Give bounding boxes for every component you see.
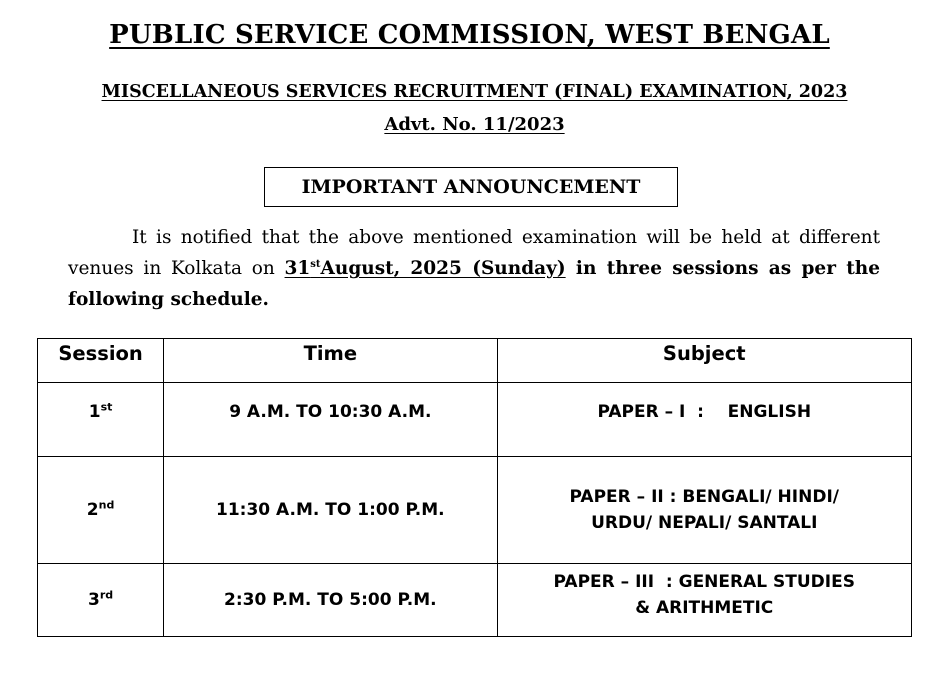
subject-cell [497, 457, 911, 564]
subject-cell: PAPER – I : ENGLISH [497, 383, 911, 457]
subject-cell [497, 564, 911, 637]
notice-date-day: 31 [284, 258, 311, 279]
session-suffix: st [100, 400, 113, 414]
notice-date-rest: August, 2025 (Sunday) [320, 258, 566, 279]
header-time: Time [164, 339, 497, 383]
notice-date-suffix: st [310, 258, 321, 270]
notice-paragraph [68, 222, 880, 315]
time-cell: 11:30 A.M. TO 1:00 P.M. [164, 457, 497, 564]
subject-line: PAPER – III : GENERAL STUDIES [553, 572, 855, 592]
announcement-box [264, 167, 678, 207]
announcement-label: IMPORTANT ANNOUNCEMENT [301, 176, 641, 198]
time-cell: 2:30 P.M. TO 5:00 P.M. [164, 564, 497, 637]
session-cell [38, 457, 164, 564]
session-number: 1 [88, 402, 101, 422]
time-cell: 9 A.M. TO 10:30 A.M. [164, 383, 497, 457]
subject-line: PAPER – II : BENGALI/ HINDI/ [569, 487, 839, 507]
header-session: Session [38, 339, 164, 383]
notice-text-after: in three sessions as per the following schedule. [68, 258, 880, 310]
table-header-row [38, 339, 912, 383]
session-number: 2 [86, 500, 99, 520]
subject-line: URDU/ NEPALI/ SANTALI [591, 513, 818, 533]
advertisement-number: Advt. No. 11/2023 [384, 114, 565, 135]
session-suffix: nd [98, 498, 115, 512]
document-title: PUBLIC SERVICE COMMISSION, WEST BENGAL [109, 20, 830, 50]
schedule-table [37, 338, 912, 637]
table-row [38, 383, 912, 457]
session-number: 3 [87, 590, 100, 610]
header-subject: Subject [497, 339, 911, 383]
notice-date [285, 258, 566, 279]
subject-line: & ARITHMETIC [635, 598, 774, 618]
table-row [38, 564, 912, 637]
session-suffix: rd [99, 588, 114, 602]
session-cell [38, 564, 164, 637]
exam-name: MISCELLANEOUS SERVICES RECRUITMENT (FINAL) EXAMINATION, 2023 [101, 82, 848, 102]
session-cell [38, 383, 164, 457]
notice-text-before: It is notified that the above mentioned examination will be held at different venues in Kolkata on [68, 227, 880, 279]
table-row [38, 457, 912, 564]
